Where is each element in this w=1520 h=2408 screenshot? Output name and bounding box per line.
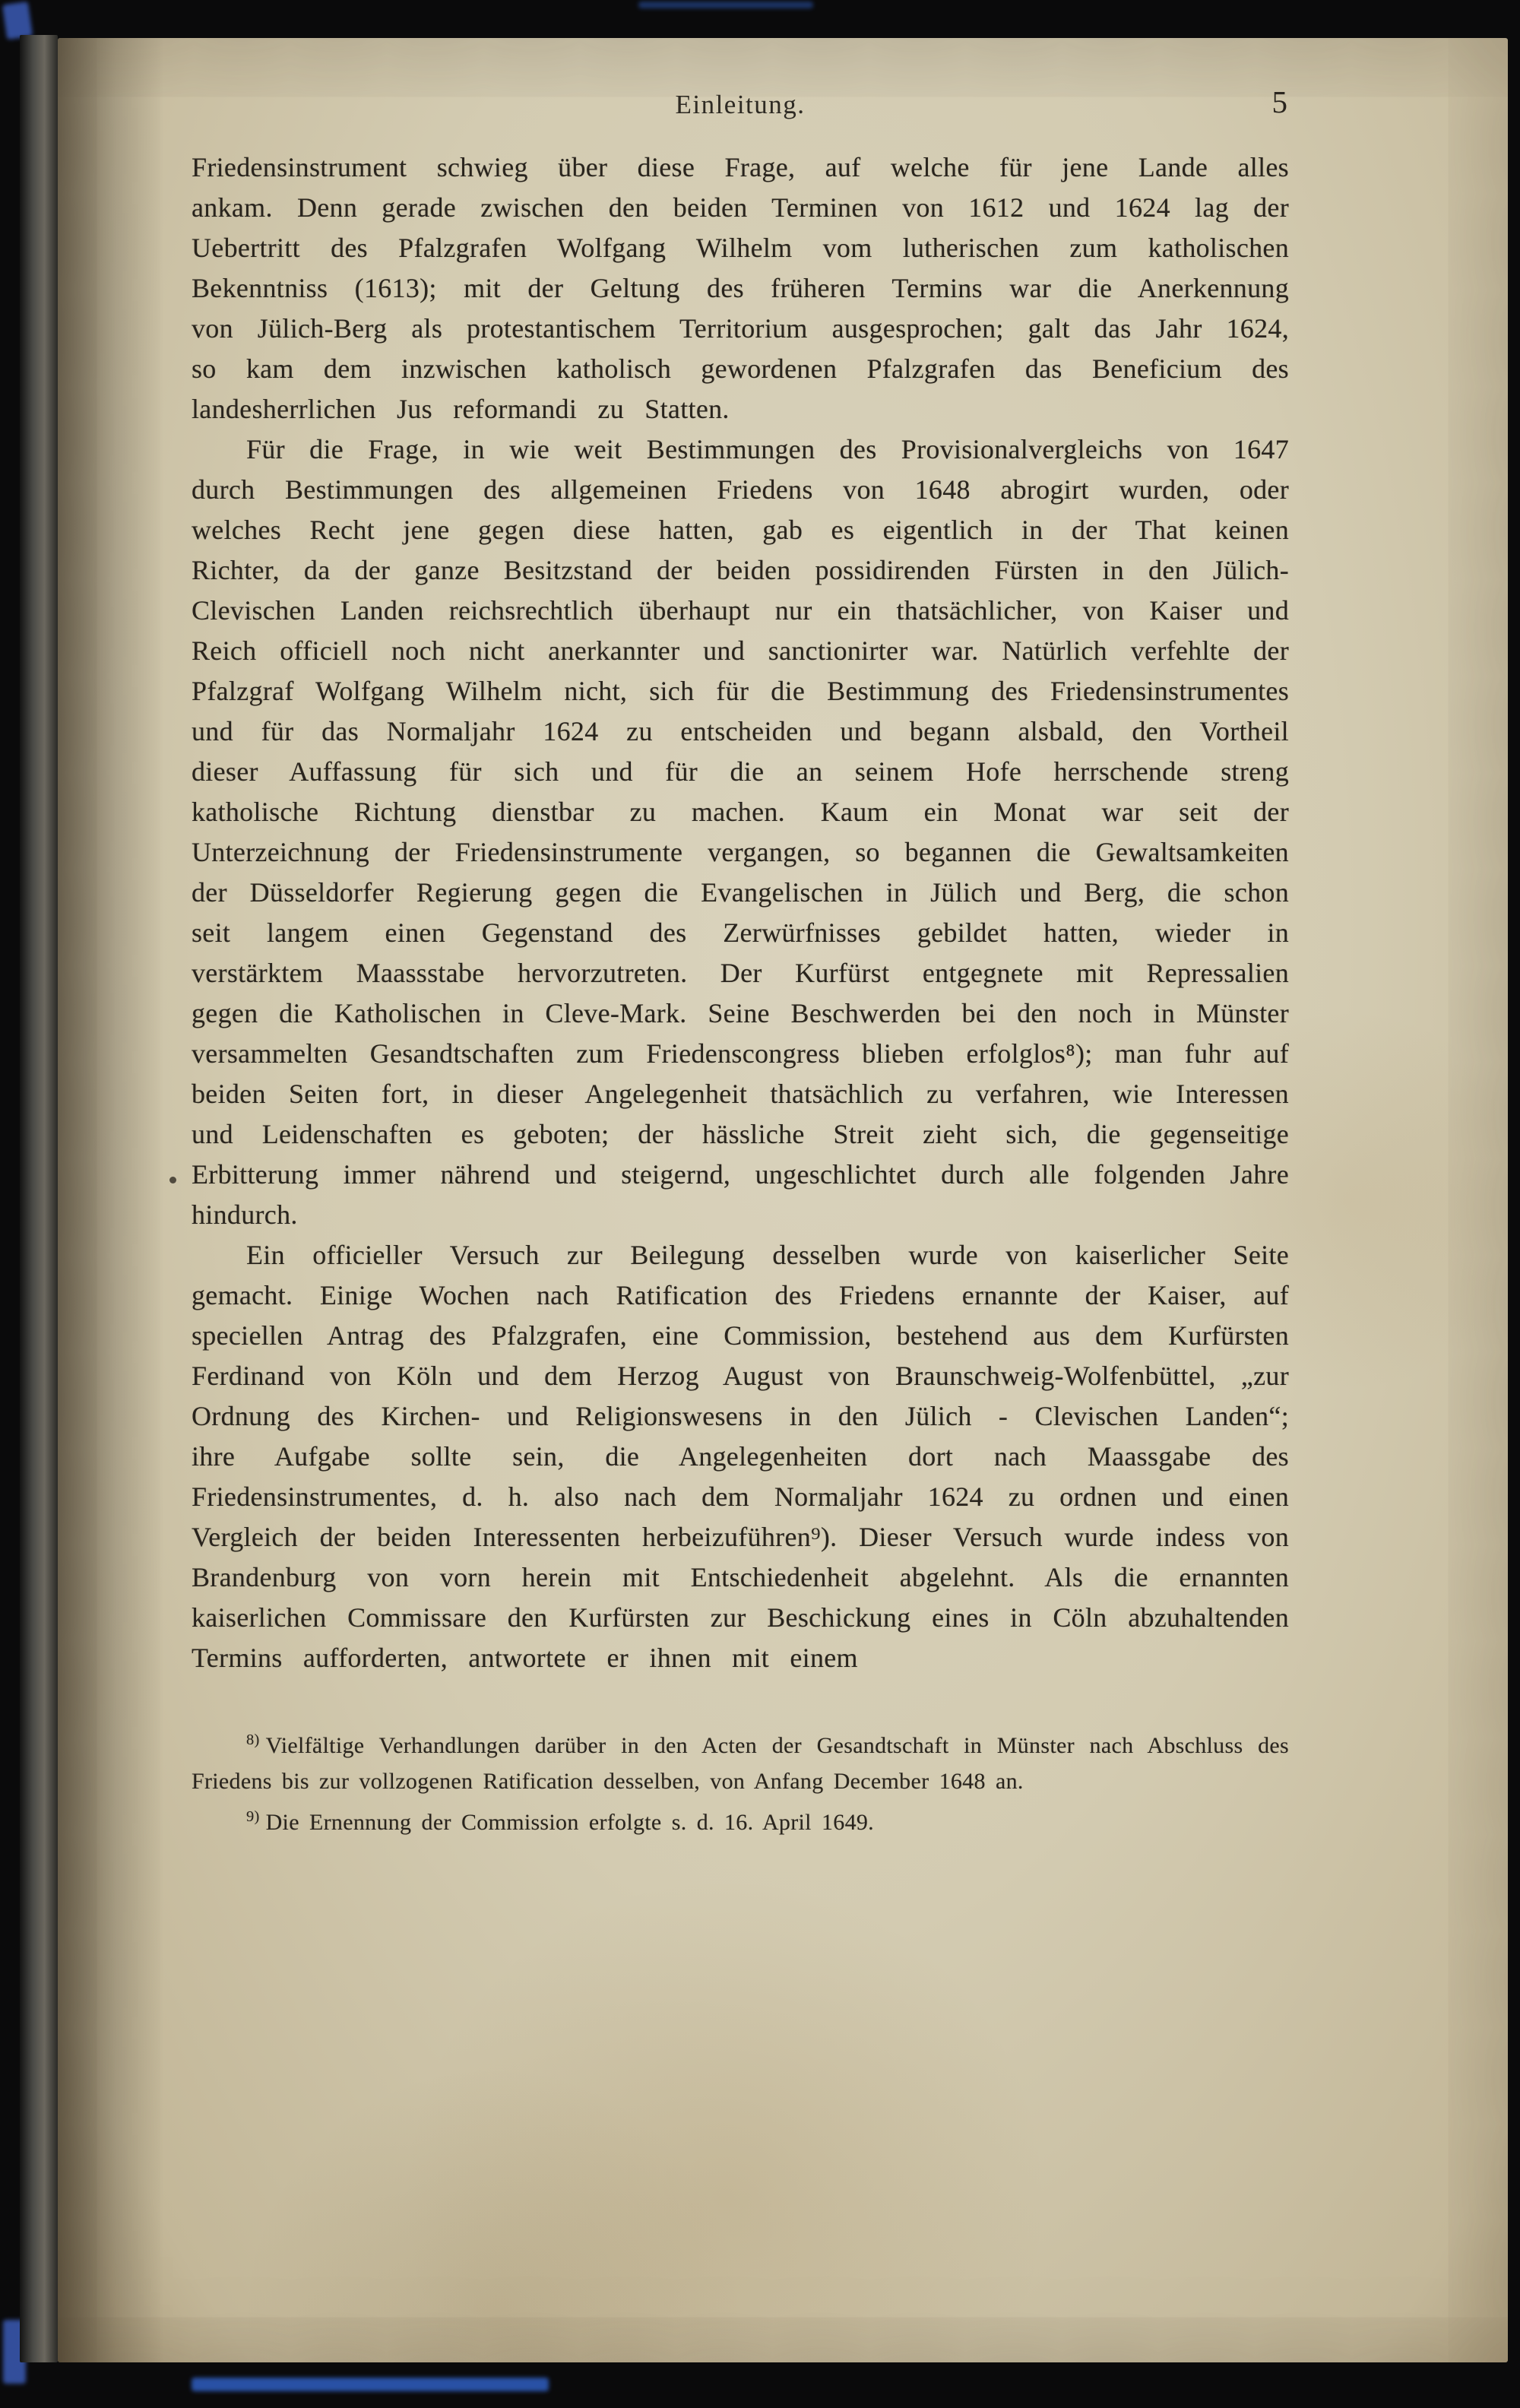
book-page bbox=[58, 38, 1508, 2362]
book-cover-accent-top-strip bbox=[638, 2, 813, 8]
footnote-marker: 9) bbox=[246, 1808, 260, 1825]
footnotes bbox=[192, 1722, 1289, 1840]
paragraph: Friedensinstrument schwieg über diese Frage, auf welche für jene Lande alles ankam. Denn gerade zwischen den beiden Terminen von 1612 und 1624 lag der Uebertritt des Pfalzgrafen Wolfgang Wilhelm vom lutherischen zum katholischen Bekenntniss (1613); mit der Geltung des früheren Termins war die Anerkennung von Jülich-Berg als protestantischem Territorium ausgesprochen; galt das Jahr 1624, so kam dem inzwischen katholisch gewordenen Pfalzgrafen das Beneficium des landesherrlichen Jus reformandi zu Statten. bbox=[192, 152, 1289, 424]
book-cover-accent-bottom-strip bbox=[192, 2378, 549, 2391]
page-header-title: Einleitung. bbox=[675, 90, 806, 119]
footnote bbox=[192, 1799, 1289, 1840]
margin-dot-mark bbox=[169, 1177, 176, 1183]
running-head bbox=[192, 82, 1289, 128]
page-fore-edge bbox=[20, 35, 58, 2362]
footnote-marker: 8) bbox=[246, 1732, 260, 1748]
body-text bbox=[192, 147, 1289, 1678]
page-content bbox=[192, 82, 1289, 1840]
paragraph: Ein officieller Versuch zur Beilegung desselben wurde von kaiserlicher Seite gemacht. Einige Wochen nach Ratification des Friedens ernannte der Kaiser, auf speciellen Antrag des Pfalzgrafen, eine Commission, bestehend aus dem Kurfürsten Ferdinand von Köln und dem Herzog August von Braunschweig-Wolfenbüttel, „zur Ordnung des Kirchen- und Religionswesens in den Jülich - Clevischen Landen“; ihre Aufgabe sollte sein, die Angelegenheiten dort nach Maassgabe des Friedensinstrumentes, d. h. also nach dem Normaljahr 1624 zu ordnen und einen Vergleich der beiden Interessenten herbeizuführen⁹). Dieser Versuch wurde indess von Brandenburg von vorn herein mit Entschiedenheit abgelehnt. Als die ernannten kaiserlichen Commissare den Kurfürsten zur Beschickung eines in Cöln abzuhaltenden Termins aufforderten, antwortete er ihnen mit einem bbox=[192, 1240, 1289, 1673]
footnote bbox=[192, 1722, 1289, 1799]
page-number: 5 bbox=[1271, 84, 1287, 119]
footnote-text: Die Ernennung der Commission erfolgte s. d. 16. April 1649. bbox=[265, 1810, 874, 1835]
footnote-text: Vielfältige Verhandlungen darüber in den Acten der Gesandtschaft in Münster nach Abschluss des Friedens bis zur vollzogenen Ratification desselben, von Anfang December 1648 an. bbox=[192, 1733, 1289, 1794]
book-cover-accent-top-left bbox=[2, 2, 33, 40]
binding-shadow bbox=[58, 38, 164, 2362]
paragraph: Für die Frage, in wie weit Bestimmungen des Provisionalvergleichs von 1647 durch Bestimmungen des allgemeinen Friedens von 1648 abrogirt wurden, oder welches Recht jene gegen diese hatten, gab es eigentlich in der That keinen Richter, da der ganze Besitzstand der beiden possidirenden Fürsten in den Jülich-Clevischen Landen reichsrechtlich überhaupt nur ein thatsächlicher, von Kaiser und Reich officiell noch nicht anerkannter und sanctionirter war. Natürlich verfehlte der Pfalzgraf Wolfgang Wilhelm nicht, sich für die Bestimmung des Friedensinstrumentes und für das Normaljahr 1624 zu entscheiden und begann alsbald, den Vortheil dieser Auffassung für sich und für die an seinem Hofe herrschende streng katholische Richtung dienstbar zu machen. Kaum ein Monat war seit der Unterzeichnung der Friedensinstrumente vergangen, so begannen die Gewaltsamkeiten der Düsseldorfer Regierung gegen die Evangelischen in Jülich und Berg, die schon seit langem einen Gegenstand des Zerwürfnisses gebildet hatten, wieder in verstärktem Maassstabe hervorzutreten. Der Kurfürst entgegnete mit Repressalien gegen die Katholischen in Cleve-Mark. Seine Beschwerden bei den noch in Münster versammelten Gesandtschaften zum Friedenscongress blieben erfolglos⁸); man fuhr auf beiden Seiten fort, in dieser Angelegenheit thatsächlich zu verfahren, wie Interessen und Leidenschaften es geboten; der hässliche Streit zieht sich, die gegenseitige Erbitterung immer nährend und steigernd, ungeschlichtet durch alle folgenden Jahre hindurch. bbox=[192, 434, 1289, 1230]
